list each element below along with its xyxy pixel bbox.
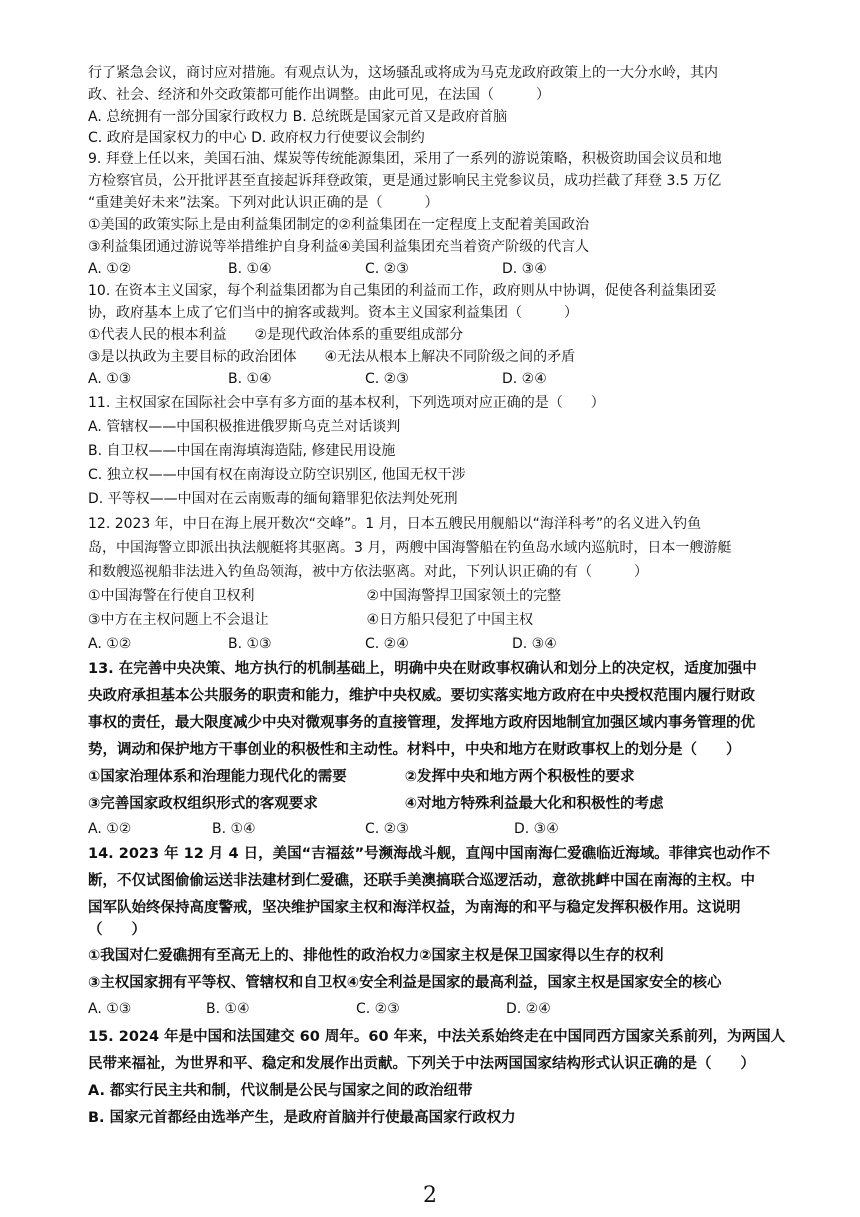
option-a: A. ①② bbox=[88, 636, 132, 652]
option-line: C. 政府是国家权力的中心 D. 政府权力行使要议会制约 bbox=[88, 130, 425, 146]
statement-line: ①代表人民的根本利益 ②是现代政治体系的重要组成部分 bbox=[88, 327, 464, 343]
question-13: 13. 在完善中央决策、地方执行的机制基础上，明确中央在财政事权确认和划分上的决定权，适度加强中 bbox=[88, 661, 757, 677]
answer-options-q13 bbox=[88, 819, 788, 839]
answer-options-q12 bbox=[88, 634, 788, 654]
question-12: 12. 2023 年，中日在海上展开数次“交峰”。1 月，日本五艘民用舰船以“海洋科考”的名义进入钓鱼 bbox=[88, 516, 702, 532]
question-10: 10. 在资本主义国家，每个利益集团都为自己集团的利益而工作，政府则从中协调，促使各利益集团妥 bbox=[88, 283, 717, 299]
option-line: A. 都实行民主共和制，代议制是公民与国家之间的政治纽带 bbox=[88, 1083, 473, 1099]
text-line: 民带来福祉，为世界和平、稳定和发展作出贡献。下列关于中法两国国家结构形式认识正确的是（ ） bbox=[88, 1056, 755, 1072]
question-11: 11. 主权国家在国际社会中享有多方面的基本权利，下列选项对应正确的是（ ） bbox=[88, 395, 605, 411]
answer-options-q10 bbox=[88, 369, 788, 389]
option-c: C. ②③ bbox=[365, 371, 409, 387]
option-d: D. ③④ bbox=[514, 821, 559, 837]
option-line: D. 平等权——中国对在云南贩毒的缅甸籍罪犯依法判处死刑 bbox=[88, 491, 458, 507]
option-line: A. 管辖权——中国积极推进俄罗斯乌克兰对话谈判 bbox=[88, 419, 401, 435]
option-c: C. ②③ bbox=[356, 1001, 400, 1017]
text-line: 事权的责任，最大限度减少中央对微观事务的直接管理，发挥地方政府因地制宜加强区域内事务管理的优 bbox=[88, 715, 755, 731]
option-c: C. ②③ bbox=[365, 821, 409, 837]
text-line: 政、社会、经济和外交政策都可能作出调整。由此可见，在法国（ ） bbox=[88, 87, 550, 103]
text-line: 协，政府基本上成了它们当中的掮客或裁判。资本主义国家利益集团（ ） bbox=[88, 305, 578, 321]
text-line: “重建美好未来”法案。下列对此认识正确的是（ ） bbox=[88, 195, 439, 211]
option-c: C. ②④ bbox=[365, 636, 409, 652]
option-b: B. ①④ bbox=[228, 261, 272, 277]
text-line: （ ） bbox=[88, 922, 146, 938]
option-line: A. 总统拥有一部分国家行政权力 B. 总统既是国家元首又是政府首脑 bbox=[88, 109, 508, 125]
option-d: D. ②④ bbox=[506, 1001, 551, 1017]
text-line: 国军队始终保持高度警戒，坚决维护国家主权和海洋权益，为南海的和平与稳定发挥积极作用。这说明 bbox=[88, 900, 741, 916]
option-d: D. ②④ bbox=[502, 371, 547, 387]
option-b: B. ①④ bbox=[212, 821, 256, 837]
page-number: 2 bbox=[423, 1183, 437, 1208]
question-9: 9. 拜登上任以来，美国石油、煤炭等传统能源集团，采用了一系列的游说策略，积极资助国会议员和地 bbox=[88, 151, 722, 167]
statement-line: ③中方在主权问题上不会退让 ④日方船只侵犯了中国主权 bbox=[88, 612, 534, 628]
text-line: 和数艘巡视船非法进入钓鱼岛领海，被中方依法驱离。对此，下列认识正确的有（ ） bbox=[88, 564, 648, 580]
statement-line: ①中国海警在行使自卫权利 ②中国海警捍卫国家领土的完整 bbox=[88, 588, 562, 604]
statement-line: ③完善国家政权组织形式的客观要求 ④对地方特殊利益最大化和积极性的考虑 bbox=[88, 796, 664, 812]
option-a: A. ①② bbox=[88, 821, 132, 837]
text-line: 央政府承担基本公共服务的职责和能力，维护中央权威。要切实落实地方政府在中央授权范围内履行财政 bbox=[88, 688, 755, 704]
option-line: C. 独立权——中国有权在南海设立防空识别区, 他国无权干涉 bbox=[88, 467, 466, 483]
option-d: D. ③④ bbox=[502, 261, 547, 277]
answer-options-q9 bbox=[88, 259, 788, 279]
option-c: C. ②③ bbox=[365, 261, 409, 277]
option-d: D. ③④ bbox=[512, 636, 557, 652]
option-line: B. 国家元首都经由选举产生，是政府首脑并行使最高国家行政权力 bbox=[88, 1110, 516, 1126]
option-a: A. ①③ bbox=[88, 371, 132, 387]
statement-line: ①国家治理体系和治理能力现代化的需要 ②发挥中央和地方两个积极性的要求 bbox=[88, 769, 635, 785]
option-b: B. ①④ bbox=[228, 371, 272, 387]
text-line: 势，调动和保护地方干事创业的积极性和主动性。材料中，中央和地方在财政事权上的划分是（ ） bbox=[88, 742, 741, 758]
statement-line: ③主权国家拥有平等权、管辖权和自卫权④安全利益是国家的最高利益，国家主权是国家安全的核心 bbox=[88, 975, 722, 991]
option-line: B. 自卫权——中国在南海填海造陆, 修建民用设施 bbox=[88, 443, 396, 459]
statement-line: ③是以执政为主要目标的政治团体 ④无法从根本上解决不同阶级之间的矛盾 bbox=[88, 349, 576, 365]
text-line: 岛，中国海警立即派出执法舰艇将其驱离。3 月，两艘中国海警船在钓鱼岛水域内巡航时，日本一艘游艇 bbox=[88, 540, 732, 556]
text-line: 断，不仅试图偷偷运送非法建材到仁爱礁，还联手美澳搞联合巡逻活动，意欲挑衅中国在南海的主权。中 bbox=[88, 873, 755, 889]
question-15: 15. 2024 年是中国和法国建交 60 周年。60 年来，中法关系始终走在中国同西方国家关系前列，为两国人 bbox=[88, 1029, 786, 1045]
option-a: A. ①③ bbox=[88, 1001, 132, 1017]
option-a: A. ①② bbox=[88, 261, 132, 277]
statement-line: ①美国的政策实际上是由利益集团制定的②利益集团在一定程度上支配着美国政治 bbox=[88, 217, 590, 233]
text-line: 行了紧急会议，商讨应对措施。有观点认为，这场骚乱或将成为马克龙政府政策上的一大分水岭，其内 bbox=[88, 65, 718, 81]
option-b: B. ①③ bbox=[228, 636, 272, 652]
answer-options-q14 bbox=[88, 999, 788, 1019]
question-14: 14. 2023 年 12 月 4 日，美国“吉福兹”号濒海战斗舰，直闯中国南海仁爱礁临近海域。菲律宾也动作不 bbox=[88, 846, 771, 862]
text-line: 方检察官员，公开批评甚至直接起诉拜登政策，更是通过影响民主党参议员，成功拦截了拜登 3.5 万亿 bbox=[88, 173, 722, 189]
statement-line: ①我国对仁爱礁拥有至高无上的、排他性的政治权力②国家主权是保卫国家得以生存的权利 bbox=[88, 948, 664, 964]
statement-line: ③利益集团通过游说等举措维护自身利益④美国利益集团充当着资产阶级的代言人 bbox=[88, 239, 590, 255]
option-b: B. ①④ bbox=[206, 1001, 250, 1017]
